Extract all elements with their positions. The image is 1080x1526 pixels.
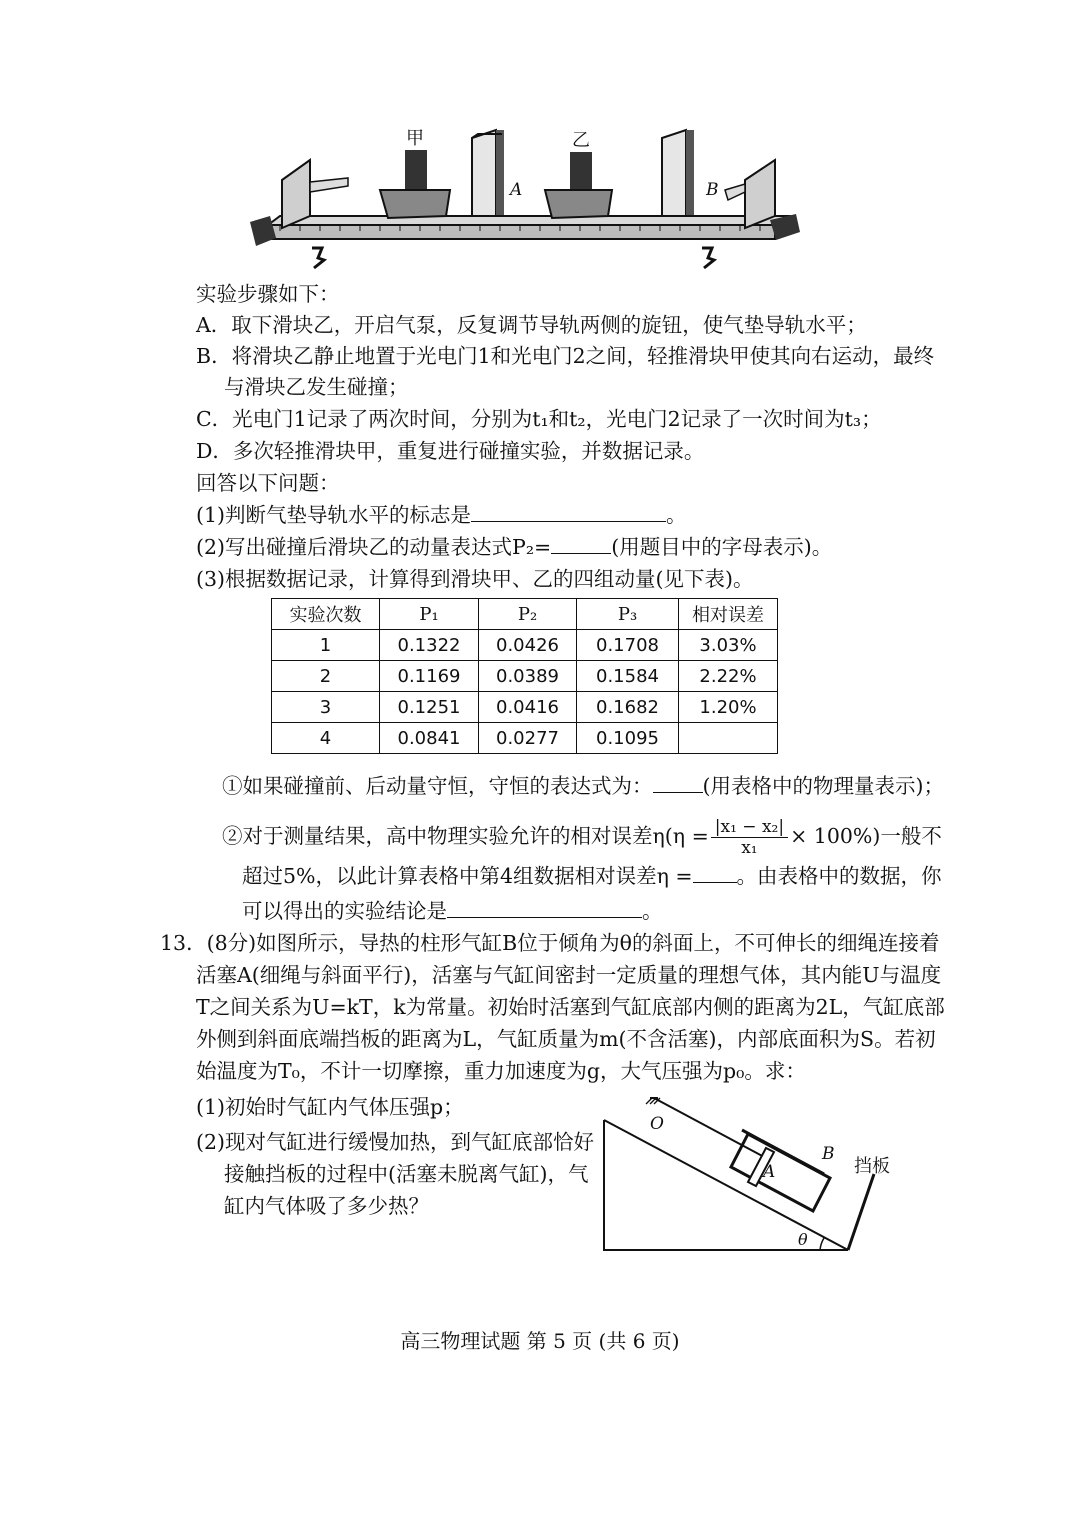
steps-heading: 实验步骤如下： [196,282,340,306]
cell: 0.1251 [380,692,479,723]
relative-error-fraction: $\frac{\text{|x₁ − x₂|}}{\text{x₁}}$ [711,817,788,858]
cell: 0.1169 [380,661,479,692]
questions-heading: 回答以下问题： [196,471,340,495]
answer-blank-conclusion[interactable] [447,899,642,918]
step-d: D．多次轻推滑块甲，重复进行碰撞实验，并数据记录。 [196,439,705,463]
answer-blank-eta[interactable] [693,864,737,883]
page-footer: 高三物理试题 第 5 页 (共 6 页) [400,1329,680,1353]
table-row [272,692,778,723]
q13-part2-line1: (2)现对气缸进行缓慢加热，到气缸底部恰好 [196,1130,595,1154]
cell: 2.22% [679,661,778,692]
sub-question-2: ②对于测量结果，高中物理实验允许的相对误差η(η = $\frac{\text{|x₁ − x₂|}}{\text{x₁}}$ × 100%)一般不 [222,817,942,858]
cell: 0.0389 [479,661,577,692]
col-header-p2: P₂ [479,599,577,630]
label-piston-a: A [763,1162,776,1182]
label-yi: 乙 [572,130,590,151]
answer-blank-1[interactable] [471,503,666,522]
cell: 0.0416 [479,692,577,723]
cell: 4 [272,723,380,754]
label-gate-a: A [510,180,523,200]
cell: 0.1584 [577,661,679,692]
label-cylinder-b: B [822,1144,835,1164]
label-o: O [650,1114,664,1134]
q13-part2-line3: 缸内气体吸了多少热？ [224,1194,429,1218]
label-jia: 甲 [406,128,424,149]
step-c: C．光电门1记录了两次时间，分别为t₁和t₂，光电门2记录了一次时间为t₃； [196,407,882,431]
question-3: (3)根据数据记录，计算得到滑块甲、乙的四组动量(见下表)。 [196,567,754,591]
q13-line3: T之间关系为U=kT，k为常量。初始时活塞到气缸底部内侧的距离为2L，气缸底部 [196,995,945,1019]
cell: 1 [272,630,380,661]
cell: 0.0426 [479,630,577,661]
cell: 0.1322 [380,630,479,661]
cell-empty-answer[interactable] [679,723,778,754]
cell: 0.0277 [479,723,577,754]
col-header-p1: P₁ [380,599,479,630]
answer-blank-2[interactable] [551,535,611,554]
q13-part2-line2: 接触挡板的过程中(活塞未脱离气缸)，气 [224,1162,589,1186]
step-a: A．取下滑块乙，开启气泵，反复调节导轨两侧的旋钮，使气垫导轨水平； [196,313,867,337]
cell: 0.1708 [577,630,679,661]
q13-line4: 外侧到斜面底端挡板的距离为L，气缸质量为m(不含活塞)，内部底面积为S。若初 [196,1027,936,1051]
cell: 2 [272,661,380,692]
label-board: 挡板 [854,1156,890,1177]
table-row [272,630,778,661]
air-track-figure [240,120,810,280]
col-header-p3: P₃ [577,599,679,630]
cell: 0.1682 [577,692,679,723]
q13-part1: (1)初始时气缸内气体压强p； [196,1095,464,1119]
question-2: (2)写出碰撞后滑块乙的动量表达式P₂= (用题目中的字母表示)。 [196,535,833,559]
step-b-line2: 与滑块乙发生碰撞； [224,375,409,399]
question-1: (1)判断气垫导轨水平的标志是 。 [196,503,687,527]
answer-blank-conservation[interactable] [653,774,703,793]
sub-question-conclusion: 可以得出的实验结论是 。 [242,899,663,923]
momentum-table [271,598,778,754]
incline-cylinder-figure [598,1090,898,1255]
label-gate-b: B [706,180,719,200]
col-header-trial: 实验次数 [272,599,380,630]
cell: 3 [272,692,380,723]
cell: 3.03% [679,630,778,661]
sub-question-2-cont: 超过5%，以此计算表格中第4组数据相对误差η = 。由表格中的数据，你 [242,864,942,888]
q13-line5: 始温度为T₀，不计一切摩擦，重力加速度为g，大气压强为p₀。求： [196,1059,806,1083]
col-header-error: 相对误差 [679,599,778,630]
table-row [272,723,778,754]
step-b-line1: B．将滑块乙静止地置于光电门1和光电门2之间，轻推滑块甲使其向右运动，最终 [196,344,935,368]
label-theta: θ [798,1230,808,1249]
cell: 0.0841 [380,723,479,754]
table-header-row [272,599,778,630]
cell: 1.20% [679,692,778,723]
table-row [272,661,778,692]
q13-line2: 活塞A(细绳与斜面平行)，活塞与气缸间密封一定质量的理想气体，其内能U与温度 [196,963,942,987]
q13-line1: 13．(8分)如图所示，导热的柱形气缸B位于倾角为θ的斜面上，不可伸长的细绳连接着 [160,931,940,955]
cell: 0.1095 [577,723,679,754]
sub-question-1: ①如果碰撞前、后动量守恒，守恒的表达式为： (用表格中的物理量表示)； [222,774,944,798]
